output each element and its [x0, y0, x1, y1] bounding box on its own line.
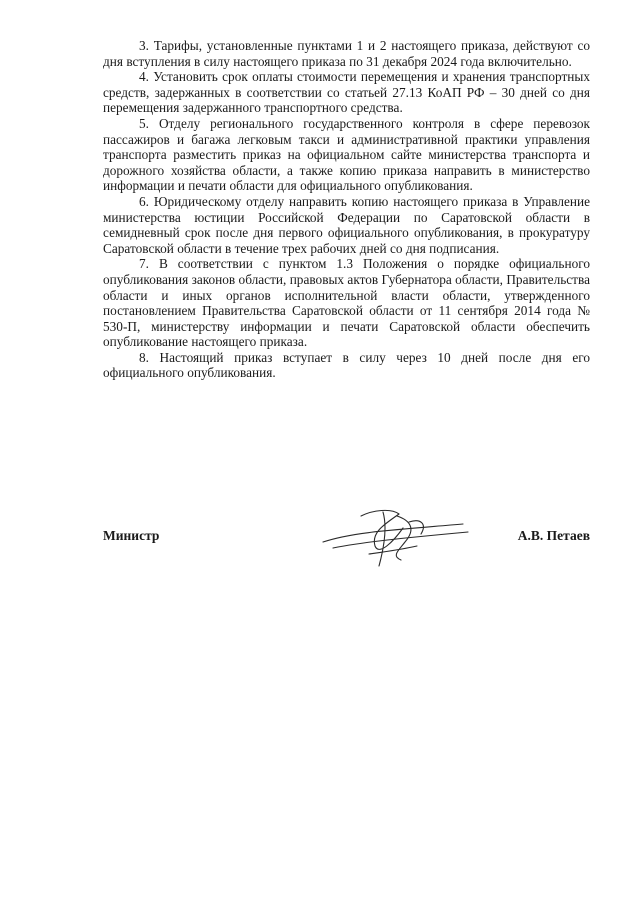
document-body [103, 38, 590, 381]
signature-block [103, 520, 590, 580]
paragraph-3: 3. Тарифы, установленные пунктами 1 и 2 настоящего приказа, действуют со дня вступления в силу настоящего приказа по 31 декабря 2024 года включительно. [103, 38, 590, 69]
signatory-title: Министр [103, 528, 160, 543]
paragraph-7: 7. В соответствии с пунктом 1.3 Положения о порядке официального опубликования законов области, правовых актов Губернатора области, Правительства области и иных органов исполнительной власти области, утвержденного постановлением Правительства Саратовской области от 11 сентября 2014 года № 530-П, министерству информации и печати Саратовской области обеспечить опубликование настоящего приказа. [103, 256, 590, 350]
signatory-name: А.В. Петаев [517, 528, 590, 543]
paragraph-6: 6. Юридическому отделу направить копию настоящего приказа в Управление министерства юстиции Российской Федерации по Саратовской области в семидневный срок после дня первого официального опубликования, в прокуратуру Саратовской области в течение трех рабочих дней со дня подписания. [103, 193, 590, 256]
paragraph-5: 5. Отделу регионального государственного контроля в сфере перевозок пассажиров и багажа легковым такси и административной практики управления транспорта разместить приказ на официальном сайте министерства транспорта и дорожного хозяйства области, а также копию приказа направить в министерство информации и печати области для официального опубликования. [103, 115, 590, 194]
handwritten-signature-icon [313, 502, 473, 572]
paragraph-8: 8. Настоящий приказ вступает в силу через 10 дней после дня его официального опубликования. [103, 349, 590, 381]
paragraph-4: 4. Установить срок оплаты стоимости перемещения и хранения транспортных средств, задержанных в соответствии со статьей 27.13 КоАП РФ – 30 дней со дня перемещения задержанного транспортного средства. [103, 69, 590, 116]
